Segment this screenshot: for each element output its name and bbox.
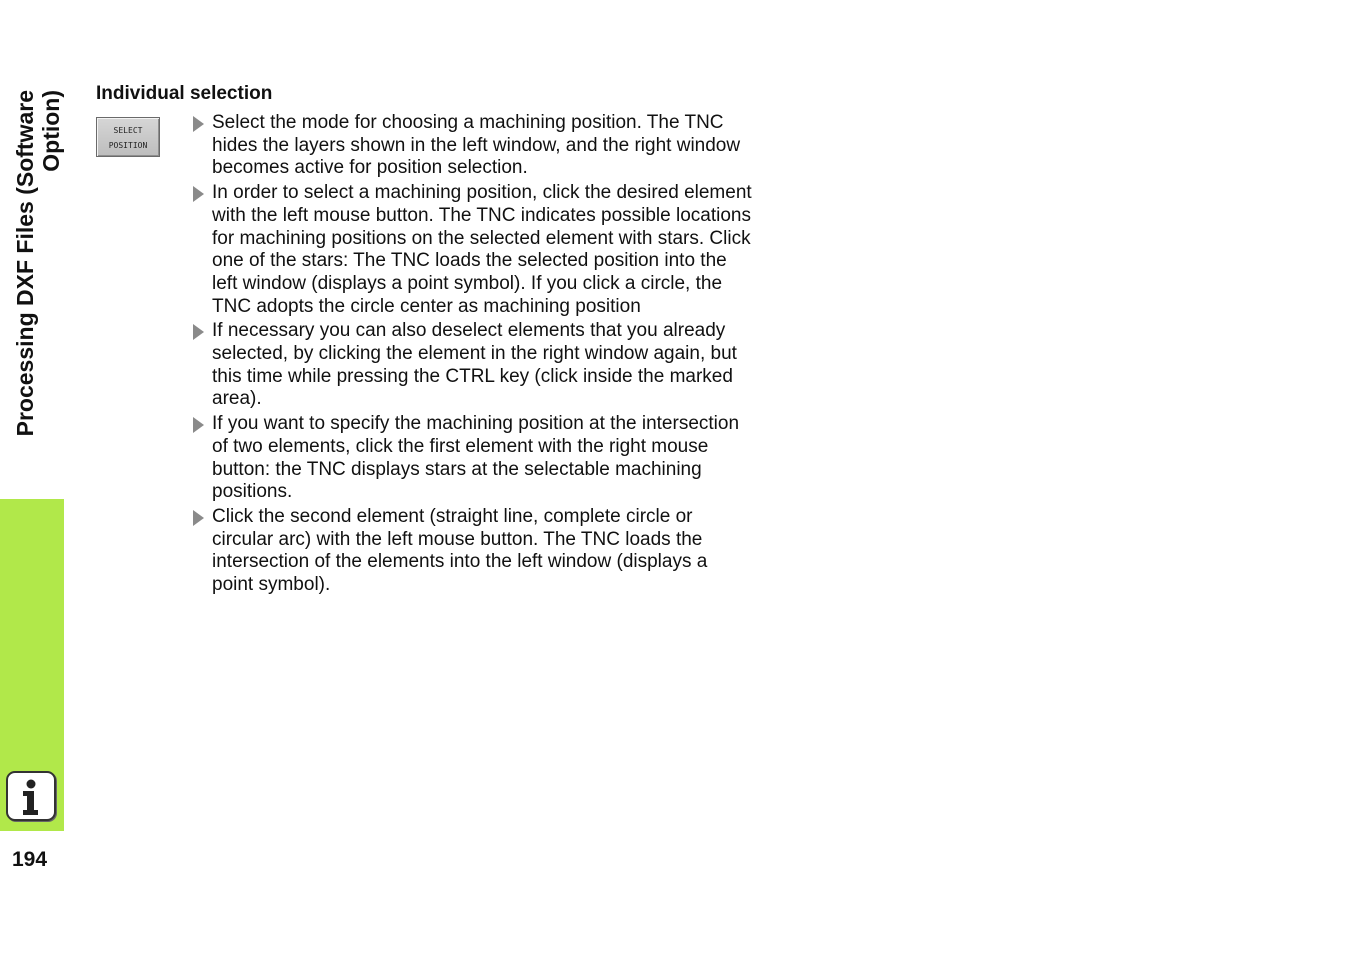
- page-number: 194: [12, 848, 48, 871]
- instruction-step: [192, 182, 752, 318]
- section-heading: Individual selection: [96, 83, 273, 104]
- instruction-step: [192, 413, 752, 504]
- triangle-arrow-icon: [193, 510, 204, 526]
- instruction-text: Select the mode for choosing a machining position. The TNC hides the layers shown in the left window, and the right window becomes active for position selection.: [212, 112, 741, 179]
- instruction-text: If necessary you can also deselect elements that you already selected, by clicking the element in the right window again, but this time while pressing the CTRL key (click inside the marked area).: [212, 320, 737, 410]
- softkey-label-line2: POSITION: [108, 141, 148, 150]
- triangle-arrow-icon: [193, 324, 204, 340]
- triangle-arrow-icon: [193, 417, 204, 433]
- instruction-step: [192, 320, 752, 411]
- instruction-list: [192, 112, 752, 599]
- instruction-step: [192, 506, 752, 597]
- info-icon: [6, 771, 56, 821]
- instruction-step: [192, 112, 752, 180]
- triangle-arrow-icon: [193, 116, 204, 132]
- triangle-arrow-icon: [193, 186, 204, 202]
- softkey-label-line1: SELECT: [113, 126, 143, 135]
- instruction-text: In order to select a machining position, click the desired element with the left mouse button. The TNC indicates possible locations for machining positions on the selected element with stars. Click one of the stars: The TNC loads the selected position into the left window (displays a point symbol). If you click a circle, the TNC adopts the circle center as machining position: [212, 182, 752, 317]
- instruction-text: Click the second element (straight line, complete circle or circular arc) with the left mouse button. The TNC loads the intersection of the elements into the left window (displays a point symbol).: [212, 505, 708, 596]
- select-position-softkey: [96, 117, 160, 157]
- chapter-title: Processing DXF Files (Software Option): [12, 90, 64, 437]
- instruction-text: If you want to specify the machining position at the intersection of two elements, click the first element with the right mouse button: the TNC displays stars at the selectable machining positions.: [212, 413, 740, 503]
- chapter-title-tab: [12, 90, 70, 470]
